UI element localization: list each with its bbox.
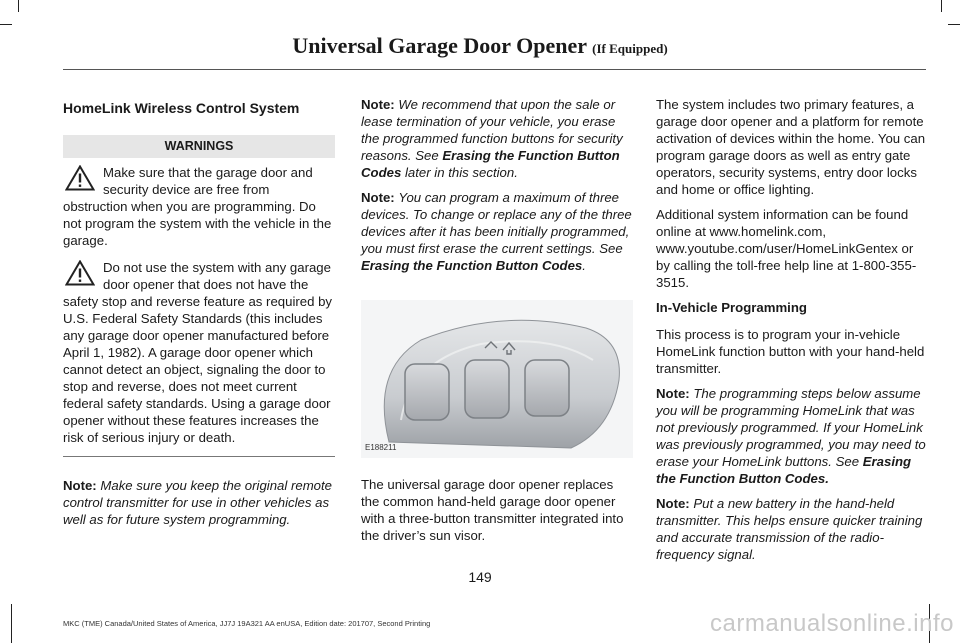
note-text: We recommend that upon the sale or lease termination of your vehicle, you erase the programmed function buttons for security reasons. See xyxy=(361,97,623,163)
homelink-buttons-illustration xyxy=(361,300,633,458)
note-label: Note: xyxy=(63,478,97,493)
homelink-buttons-figure xyxy=(361,300,633,458)
note-text: You can program a maximum of three devices. To change or replace any of the three devices after it has been initially programmed, you must first erase the current settings. See xyxy=(361,190,632,256)
warning-2 xyxy=(63,259,335,446)
note-text: The programming steps below assume you will be programming HomeLink that was not previously programmed. If your HomeLink was previously programmed, you may need to erase your HomeLink buttons. See xyxy=(656,386,926,469)
warnings-rule xyxy=(63,456,335,457)
header-title: Universal Garage Door Opener xyxy=(292,33,587,58)
page-header xyxy=(0,33,960,59)
column-2 xyxy=(361,96,633,552)
body-paragraph: Additional system information can be found online at www.homelink.com, www.youtube.com/user/HomeLinkGentex or by calling the toll-free help line at 1-800-355-3515. xyxy=(656,207,917,290)
warning-triangle-icon xyxy=(65,260,95,286)
header-suffix: (If Equipped) xyxy=(592,41,668,56)
warnings-label: WARNINGS xyxy=(63,135,335,158)
note-paragraph xyxy=(361,189,633,274)
note-paragraph xyxy=(361,96,633,181)
note-label: Note: xyxy=(656,496,690,511)
header-rule xyxy=(63,69,926,70)
note-paragraph xyxy=(656,495,928,563)
crop-mark xyxy=(11,604,12,643)
body-paragraph: The system includes two primary features, a garage door opener and a platform for remote activation of devices within the home. You can program garage doors as well as entry gate operators, security systems, entry door locks and home or office lighting. xyxy=(656,97,926,197)
footer-edition: MKC (TME) Canada/United States of America, JJ7J 19A321 AA enUSA, Edition date: 201707, Second Printing xyxy=(63,619,431,628)
body-paragraph: This process is to program your in-vehicle HomeLink function button with your hand-held transmitter. xyxy=(656,327,925,376)
note-text: Put a new battery in the hand-held transmitter. This helps ensure quicker training and accurate transmission of the radio-frequency signal. xyxy=(656,496,923,562)
note-paragraph xyxy=(63,477,335,528)
note-tail: . xyxy=(582,258,586,273)
homelink-button-2 xyxy=(465,360,509,418)
note-paragraph xyxy=(656,385,928,487)
figure-code: E188211 xyxy=(365,443,397,452)
crop-mark xyxy=(941,0,942,12)
crop-mark xyxy=(18,0,19,12)
crop-mark xyxy=(948,24,960,25)
note-tail: later in this section. xyxy=(404,165,518,180)
subheading: In-Vehicle Programming xyxy=(656,300,807,315)
homelink-button-1 xyxy=(405,364,449,420)
column-3 xyxy=(656,96,928,571)
note-text: Make sure you keep the original remote control transmitter for use in other vehicles as well as for future system programming. xyxy=(63,478,333,527)
cross-reference-link[interactable]: Erasing the Function Button Codes xyxy=(361,258,583,273)
page-number: 149 xyxy=(468,569,492,585)
note-label: Note: xyxy=(656,386,690,401)
warning-1-text: Make sure that the garage door and security device are free from obstruction when you are programming. Do not program the system with the vehicle in the garage. xyxy=(63,165,332,248)
watermark: carmanualsonline.info xyxy=(710,610,954,637)
section-title: HomeLink Wireless Control System xyxy=(63,100,300,116)
warning-2-text: Do not use the system with any garage door opener that does not have the safety stop and reverse feature as required by U.S. Federal Safety Standards (this includes any garage door opener manufactured before April 1, 1982). A garage door opener which cannot detect an object, signaling the door to stop and reverse, does not meet current federal safety standards. Using a garage door opener without these features increases the risk of serious injury or death. xyxy=(63,260,333,445)
homelink-button-3 xyxy=(525,360,569,416)
cross-reference-link[interactable]: Erasing the Function Button Codes. xyxy=(656,454,912,486)
note-label: Note: xyxy=(361,97,395,112)
cross-reference-link[interactable]: Erasing the Function Button Codes xyxy=(361,148,620,180)
note-label: Note: xyxy=(361,190,395,205)
warning-1 xyxy=(63,164,335,249)
crop-mark xyxy=(0,24,12,25)
body-paragraph: The universal garage door opener replaces the common hand-held garage door opener with a three-button transmitter integrated into the driver’s sun visor. xyxy=(361,477,624,543)
column-1 xyxy=(63,96,335,536)
warning-triangle-icon xyxy=(65,165,95,191)
